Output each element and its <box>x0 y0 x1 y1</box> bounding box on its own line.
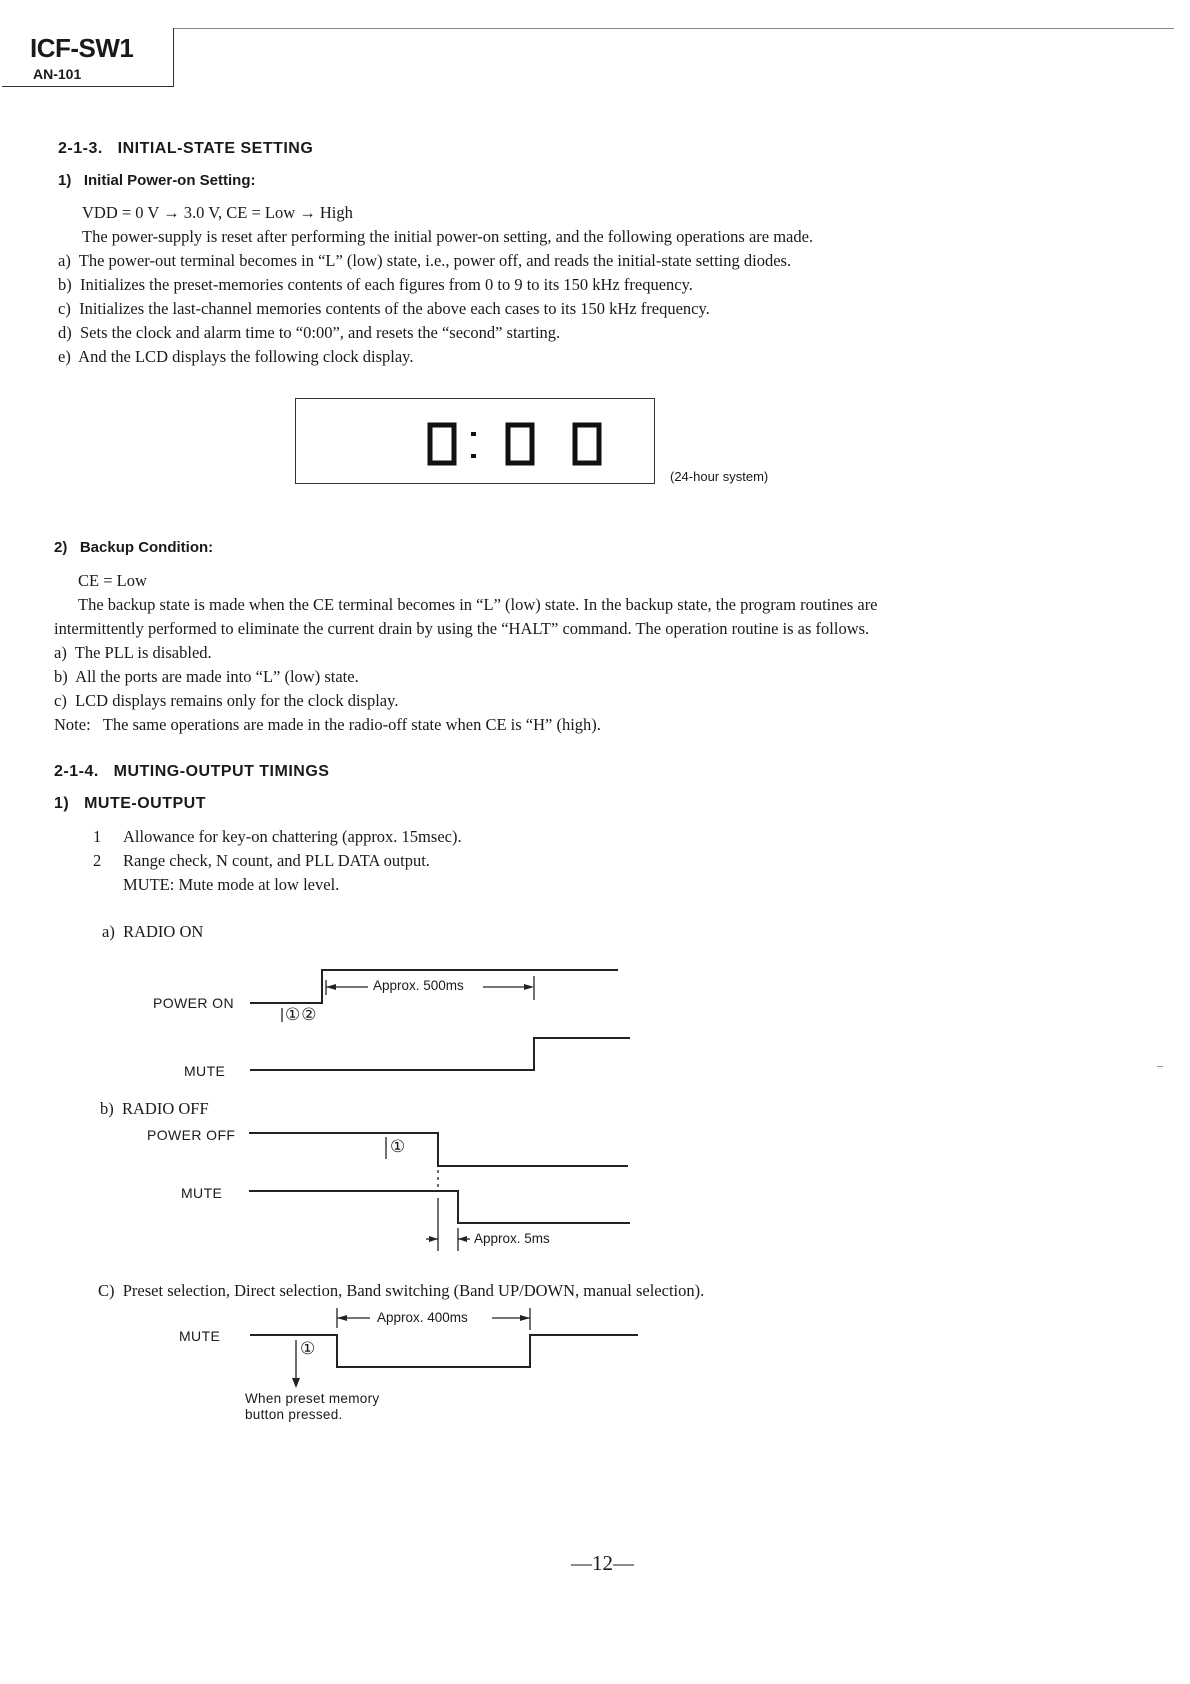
numbered-item-num: 1 <box>93 827 102 846</box>
diagram-c-note-line: When preset memory <box>245 1391 380 1406</box>
signal-label-power-off: POWER OFF <box>147 1127 236 1143</box>
diagram-b-title: b) RADIO OFF <box>100 1099 209 1118</box>
marker-label-c: ① <box>300 1339 316 1358</box>
interval-label-400ms: Approx. 400ms <box>377 1310 468 1325</box>
list-item: d) Sets the clock and alarm time to “0:00”, and resets the “second” starting. <box>58 323 561 342</box>
lcd-note: (24-hour system) <box>670 469 769 484</box>
numbered-item-text: MUTE: Mute mode at low level. <box>123 875 340 894</box>
sub-heading-mute-output: 1) MUTE-OUTPUT <box>54 795 206 812</box>
note-line: Note: The same operations are made in the radio-off state when CE is “H” (high). <box>54 715 601 734</box>
page-number: —12— <box>571 1551 634 1575</box>
lcd-display-box <box>295 398 655 484</box>
list-item: c) LCD displays remains only for the clock display. <box>54 691 399 710</box>
text-line: CE = Low <box>78 571 147 590</box>
list-item: a) The power-out terminal becomes in “L” (low) state, i.e., power off, and reads the initial-state setting diodes. <box>58 251 792 270</box>
text-line: The backup state is made when the CE terminal becomes in “L” (low) state. In the backup state, the program routines are <box>78 595 878 614</box>
numbered-item-num: 2 <box>93 851 102 870</box>
header-bottom-rule <box>2 86 174 87</box>
diagram-c-title: C) Preset selection, Direct selection, Band switching (Band UP/DOWN, manual selection). <box>98 1281 705 1300</box>
numbered-item-text: Range check, N count, and PLL DATA output. <box>123 851 430 870</box>
signal-label-mute: MUTE <box>181 1185 223 1201</box>
text-line: intermittently performed to eliminate the current drain by using the “HALT” command. The operation routine is as follows. <box>54 619 870 638</box>
diagram-c-note-line: button pressed. <box>245 1407 343 1422</box>
signal-label-power-on: POWER ON <box>153 995 234 1011</box>
interval-label-5ms: Approx. 5ms <box>474 1231 550 1246</box>
text-line: The power-supply is reset after performing the initial power-on setting, and the following operations are made. <box>82 227 814 246</box>
marker-label-b: ① <box>390 1137 406 1156</box>
numbered-item-text: Allowance for key-on chattering (approx. 15msec). <box>123 827 462 846</box>
sub-model: AN-101 <box>33 66 82 82</box>
section-heading-213: 2-1-3. INITIAL-STATE SETTING <box>58 140 314 157</box>
diagram-a-title: a) RADIO ON <box>102 922 204 941</box>
marker-label-a: ①② <box>285 1005 318 1024</box>
section-heading-214: 2-1-4. MUTING-OUTPUT TIMINGS <box>54 763 330 780</box>
scan-mark <box>1157 1066 1163 1067</box>
header-top-rule <box>174 28 1174 29</box>
list-item: c) Initializes the last-channel memories contents of the above each cases to its 150 kHz frequency. <box>58 299 710 318</box>
list-item: a) The PLL is disabled. <box>54 643 212 662</box>
interval-label-500ms: Approx. 500ms <box>373 978 464 993</box>
sub-heading-backup-condition: 2) Backup Condition: <box>54 539 214 556</box>
header-divider <box>173 28 174 86</box>
diagram-c-note <box>245 1391 379 1423</box>
signal-label-mute: MUTE <box>184 1063 226 1079</box>
lcd-digits-graphic <box>296 399 656 485</box>
list-item: b) All the ports are made into “L” (low) state. <box>54 667 359 686</box>
model-name: ICF-SW1 <box>30 33 134 63</box>
list-item: e) And the LCD displays the following clock display. <box>58 347 414 366</box>
list-item: b) Initializes the preset-memories contents of each figures from 0 to 9 to its 150 kHz frequency. <box>58 275 693 294</box>
text-line: VDD = 0 V → 3.0 V, CE = Low → High <box>82 203 353 222</box>
sub-heading-initial-power-on: 1) Initial Power-on Setting: <box>58 172 256 189</box>
signal-label-mute: MUTE <box>179 1328 221 1344</box>
